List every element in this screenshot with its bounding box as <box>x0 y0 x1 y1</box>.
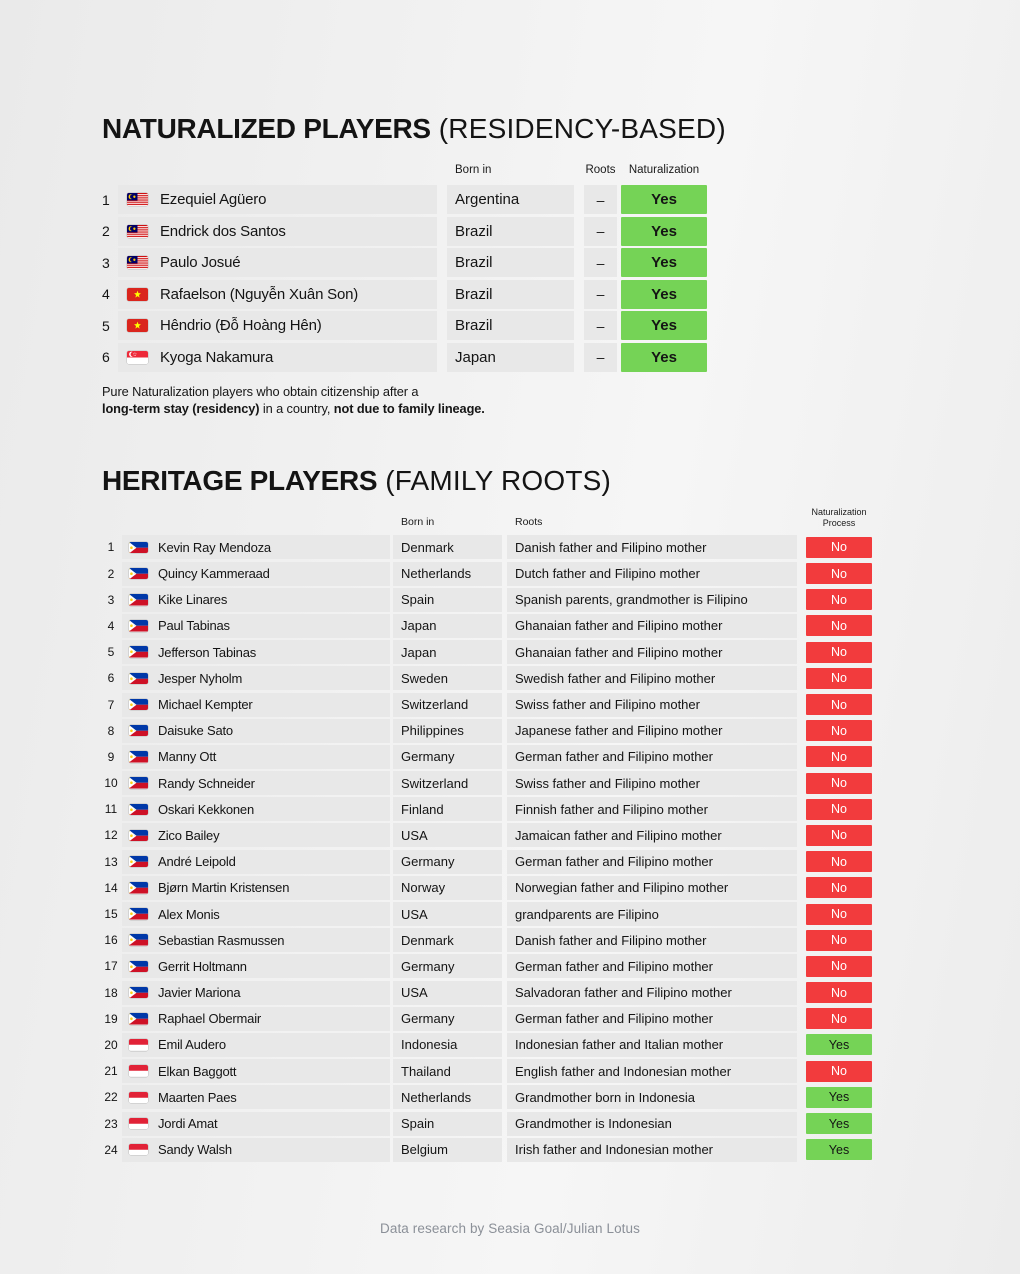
player-name: Hêndrio (Đỗ Hoàng Hên) <box>160 317 322 335</box>
naturalization-status-badge: No <box>806 930 872 951</box>
player-name-cell <box>122 981 390 1005</box>
country-flag-icon-vn <box>127 319 148 332</box>
country-flag-icon-id <box>129 1065 148 1077</box>
column-header-born-in: Born in <box>455 164 492 177</box>
country-flag-icon-my <box>127 193 148 206</box>
naturalized-section <box>102 114 726 418</box>
naturalization-status-badge: No <box>806 668 872 689</box>
player-name-cell <box>122 693 390 717</box>
naturalization-process-line1: Naturalization <box>811 507 867 518</box>
player-name: Jordi Amat <box>158 1116 218 1132</box>
naturalization-status-badge: Yes <box>806 1139 872 1160</box>
heritage-table-row <box>102 640 872 664</box>
player-name-cell <box>122 823 390 847</box>
naturalization-status-badge: No <box>806 694 872 715</box>
country-flag-icon-my <box>127 225 148 238</box>
player-name-cell <box>122 1059 390 1083</box>
country-flag-icon-ph <box>129 1013 148 1025</box>
roots-cell: Jamaican father and Filipino mother <box>507 823 797 847</box>
player-name-cell <box>122 666 390 690</box>
heritage-table-row <box>102 981 872 1005</box>
country-flag-icon-id <box>129 1118 148 1130</box>
row-number: 5 <box>107 645 115 660</box>
heritage-table-row <box>102 614 872 638</box>
heritage-table-row <box>102 902 872 926</box>
note-bold-lineage: not due to family lineage. <box>333 401 485 417</box>
row-number: 11 <box>104 802 118 817</box>
player-name-cell <box>122 1138 390 1162</box>
heritage-title-light: (FAMILY ROOTS) <box>377 465 612 496</box>
heritage-table-row <box>102 876 872 900</box>
heritage-table-row <box>102 1059 872 1083</box>
roots-cell: German father and Filipino mother <box>507 954 797 978</box>
row-number: 15 <box>104 907 118 922</box>
player-name-cell <box>122 588 390 612</box>
roots-cell: Swedish father and Filipino mother <box>507 666 797 690</box>
player-name: Oskari Kekkonen <box>158 801 254 817</box>
naturalization-status-badge: Yes <box>621 217 707 246</box>
naturalization-status-badge: No <box>806 615 872 636</box>
roots-cell: German father and Filipino mother <box>507 745 797 769</box>
born-in-cell: Argentina <box>447 185 574 214</box>
note-line1: Pure Naturalization players who obtain citizenship after a <box>102 383 419 399</box>
roots-cell: Finnish father and Filipino mother <box>507 797 797 821</box>
player-name-cell <box>122 850 390 874</box>
country-flag-icon-id <box>129 1144 148 1156</box>
naturalization-status-badge: No <box>806 851 872 872</box>
naturalization-status-badge: No <box>806 877 872 898</box>
player-name-cell <box>122 902 390 926</box>
row-number: 4 <box>107 618 115 633</box>
naturalization-status-badge: No <box>806 589 872 610</box>
roots-cell: Ghanaian father and Filipino mother <box>507 614 797 638</box>
country-flag-icon-ph <box>129 882 148 894</box>
born-in-cell: Brazil <box>447 280 574 309</box>
player-name-cell <box>122 928 390 952</box>
born-in-cell: Switzerland <box>393 771 502 795</box>
naturalized-column-headers <box>102 164 726 176</box>
country-flag-icon-id <box>129 1039 148 1051</box>
player-name: Gerrit Holtmann <box>158 958 247 974</box>
roots-cell: Dutch father and Filipino mother <box>507 562 797 586</box>
naturalization-status-badge: No <box>806 773 872 794</box>
heritage-table-row <box>102 745 872 769</box>
country-flag-icon-my <box>127 256 148 269</box>
country-flag-icon-ph <box>129 961 148 973</box>
player-name: Elkan Baggott <box>158 1063 237 1079</box>
roots-cell: Danish father and Filipino mother <box>507 535 797 559</box>
player-name-cell <box>122 1033 390 1057</box>
naturalization-status-badge: Yes <box>621 311 707 340</box>
player-name-cell <box>118 280 437 309</box>
player-name: Kyoga Nakamura <box>160 348 274 366</box>
naturalization-status-badge: No <box>806 720 872 741</box>
naturalization-status-badge: No <box>806 746 872 767</box>
player-name: Maarten Paes <box>158 1089 237 1105</box>
heritage-table-row <box>102 1007 872 1031</box>
country-flag-icon-ph <box>129 594 148 606</box>
column-header-naturalization: Naturalization <box>628 164 700 177</box>
row-number: 8 <box>107 723 115 738</box>
roots-cell: – <box>584 280 617 309</box>
player-name-cell <box>122 797 390 821</box>
born-in-cell: Japan <box>393 640 502 664</box>
roots-cell: English father and Indonesian mother <box>507 1059 797 1083</box>
player-name-cell <box>122 562 390 586</box>
row-number: 6 <box>107 671 115 686</box>
born-in-cell: Sweden <box>393 666 502 690</box>
heritage-table-row <box>102 928 872 952</box>
player-name: Raphael Obermair <box>158 1011 262 1027</box>
naturalization-status-badge: No <box>806 1061 872 1082</box>
country-flag-icon-ph <box>129 725 148 737</box>
player-name-cell <box>122 1112 390 1136</box>
born-in-cell: Brazil <box>447 217 574 246</box>
country-flag-icon-ph <box>129 568 148 580</box>
player-name-cell <box>122 954 390 978</box>
player-name-cell <box>118 217 437 246</box>
row-number: 4 <box>102 286 110 303</box>
country-flag-icon-ph <box>129 542 148 554</box>
heritage-table-row <box>102 1112 872 1136</box>
naturalization-note <box>102 383 726 418</box>
roots-cell: Ghanaian father and Filipino mother <box>507 640 797 664</box>
player-name-cell <box>118 185 437 214</box>
roots-cell: – <box>584 185 617 214</box>
country-flag-icon-ph <box>129 646 148 658</box>
heritage-table-row <box>102 823 872 847</box>
born-in-cell: USA <box>393 823 502 847</box>
country-flag-icon-ph <box>129 856 148 868</box>
country-flag-icon-ph <box>129 751 148 763</box>
player-name: Javier Mariona <box>158 985 241 1001</box>
country-flag-icon-id <box>129 1092 148 1104</box>
row-number: 20 <box>104 1037 118 1052</box>
roots-cell: – <box>584 311 617 340</box>
column-header-roots: Roots <box>515 516 543 529</box>
column-header-naturalization-process <box>806 507 872 528</box>
heritage-table-row <box>102 1033 872 1057</box>
naturalization-status-badge: No <box>806 1008 872 1029</box>
player-name: Randy Schneider <box>158 775 255 791</box>
naturalization-status-badge: Yes <box>621 248 707 277</box>
naturalization-status-badge: Yes <box>621 185 707 214</box>
roots-cell: grandparents are Filipino <box>507 902 797 926</box>
roots-cell: German father and Filipino mother <box>507 1007 797 1031</box>
naturalization-status-badge: No <box>806 904 872 925</box>
heritage-column-headers <box>102 507 872 528</box>
player-name: Paul Tabinas <box>158 618 230 634</box>
player-name-cell <box>122 1085 390 1109</box>
player-name: André Leipold <box>158 854 236 870</box>
naturalization-status-badge: Yes <box>806 1034 872 1055</box>
player-name: Rafaelson (Nguyễn Xuân Son) <box>160 285 359 303</box>
player-name-cell <box>122 614 390 638</box>
country-flag-icon-ph <box>129 908 148 920</box>
roots-cell: Grandmother born in Indonesia <box>507 1085 797 1109</box>
heritage-table-row <box>102 693 872 717</box>
player-name-cell <box>122 876 390 900</box>
born-in-cell: USA <box>393 981 502 1005</box>
row-number: 16 <box>104 933 118 948</box>
player-name: Michael Kempter <box>158 697 253 713</box>
row-number: 6 <box>102 349 110 366</box>
player-name-cell <box>122 719 390 743</box>
roots-cell: Salvadoran father and Filipino mother <box>507 981 797 1005</box>
country-flag-icon-ph <box>129 699 148 711</box>
heritage-table-row <box>102 719 872 743</box>
player-name: Kike Linares <box>158 592 228 608</box>
player-name: Jefferson Tabinas <box>158 644 257 660</box>
heritage-table-row <box>102 771 872 795</box>
player-name: Sebastian Rasmussen <box>158 932 285 948</box>
player-name: Kevin Ray Mendoza <box>158 539 271 555</box>
country-flag-icon-ph <box>129 777 148 789</box>
player-name: Alex Monis <box>158 906 220 922</box>
naturalization-status-badge: No <box>806 825 872 846</box>
row-number: 5 <box>102 317 110 334</box>
naturalization-status-badge: No <box>806 956 872 977</box>
heritage-table-row <box>102 797 872 821</box>
born-in-cell: Japan <box>393 614 502 638</box>
naturalization-status-badge: No <box>806 563 872 584</box>
born-in-cell: Indonesia <box>393 1033 502 1057</box>
row-number: 13 <box>104 854 118 869</box>
naturalized-table-row <box>102 185 726 214</box>
naturalized-table-row <box>102 343 726 372</box>
player-name: Ezequiel Agüero <box>160 191 267 209</box>
born-in-cell: Belgium <box>393 1138 502 1162</box>
naturalization-status-badge: Yes <box>621 343 707 372</box>
player-name: Emil Audero <box>158 1037 226 1053</box>
column-header-roots: Roots <box>585 164 616 177</box>
player-name: Quincy Kammeraad <box>158 566 270 582</box>
heritage-table-row <box>102 562 872 586</box>
note-bold-residency: long-term stay (residency) <box>102 401 260 417</box>
naturalized-title-bold: NATURALIZED PLAYERS <box>102 113 431 144</box>
naturalized-table-row <box>102 280 726 309</box>
born-in-cell: Germany <box>393 850 502 874</box>
born-in-cell: Spain <box>393 1112 502 1136</box>
row-number: 18 <box>104 985 118 1000</box>
row-number: 19 <box>104 1011 118 1026</box>
row-number: 24 <box>104 1142 118 1157</box>
note-middle: in a country, <box>259 401 334 417</box>
row-number: 7 <box>107 697 115 712</box>
row-number: 1 <box>107 540 115 555</box>
naturalization-status-badge: No <box>806 982 872 1003</box>
naturalized-table-row <box>102 248 726 277</box>
country-flag-icon-ph <box>129 673 148 685</box>
naturalized-table-row <box>102 311 726 340</box>
naturalized-table <box>102 185 726 372</box>
born-in-cell: Denmark <box>393 535 502 559</box>
born-in-cell: USA <box>393 902 502 926</box>
row-number: 1 <box>102 191 110 208</box>
heritage-table-row <box>102 1085 872 1109</box>
roots-cell: Japanese father and Filipino mother <box>507 719 797 743</box>
roots-cell: Danish father and Filipino mother <box>507 928 797 952</box>
row-number: 2 <box>102 223 110 240</box>
born-in-cell: Denmark <box>393 928 502 952</box>
naturalized-title <box>102 114 726 143</box>
row-number: 3 <box>107 592 115 607</box>
player-name-cell <box>122 640 390 664</box>
country-flag-icon-vn <box>127 288 148 301</box>
player-name-cell <box>122 745 390 769</box>
player-name-cell <box>122 535 390 559</box>
row-number: 23 <box>104 1116 118 1131</box>
row-number: 3 <box>102 254 110 271</box>
player-name: Bjørn Martin Kristensen <box>158 880 290 896</box>
row-number: 10 <box>104 776 118 791</box>
roots-cell: German father and Filipino mother <box>507 850 797 874</box>
player-name-cell <box>118 248 437 277</box>
row-number: 17 <box>104 959 118 974</box>
player-name: Zico Bailey <box>158 827 220 843</box>
country-flag-icon-ph <box>129 804 148 816</box>
heritage-table <box>102 535 872 1161</box>
naturalized-title-light: (RESIDENCY-BASED) <box>430 113 726 144</box>
born-in-cell: Spain <box>393 588 502 612</box>
heritage-table-row <box>102 850 872 874</box>
naturalization-process-line2: Process <box>822 517 856 528</box>
player-name: Endrick dos Santos <box>160 222 286 240</box>
player-name-cell <box>122 1007 390 1031</box>
row-number: 22 <box>104 1090 118 1105</box>
born-in-cell: Philippines <box>393 719 502 743</box>
roots-cell: Swiss father and Filipino mother <box>507 693 797 717</box>
roots-cell: Spanish parents, grandmother is Filipino <box>507 588 797 612</box>
heritage-table-row <box>102 954 872 978</box>
row-number: 2 <box>107 566 115 581</box>
player-name-cell <box>118 343 437 372</box>
born-in-cell: Netherlands <box>393 1085 502 1109</box>
heritage-table-row <box>102 666 872 690</box>
born-in-cell: Germany <box>393 1007 502 1031</box>
naturalized-table-row <box>102 217 726 246</box>
country-flag-icon-ph <box>129 987 148 999</box>
heritage-title-bold: HERITAGE PLAYERS <box>102 465 378 496</box>
roots-cell: Irish father and Indonesian mother <box>507 1138 797 1162</box>
player-name: Paulo Josué <box>160 254 241 272</box>
naturalization-status-badge: Yes <box>621 280 707 309</box>
heritage-table-row <box>102 535 872 559</box>
roots-cell: – <box>584 248 617 277</box>
roots-cell: Norwegian father and Filipino mother <box>507 876 797 900</box>
born-in-cell: Thailand <box>393 1059 502 1083</box>
heritage-section <box>102 466 872 1164</box>
player-name: Sandy Walsh <box>158 1142 232 1158</box>
born-in-cell: Brazil <box>447 248 574 277</box>
naturalization-status-badge: No <box>806 537 872 558</box>
roots-cell: – <box>584 343 617 372</box>
naturalization-status-badge: No <box>806 642 872 663</box>
born-in-cell: Finland <box>393 797 502 821</box>
roots-cell: Grandmother is Indonesian <box>507 1112 797 1136</box>
country-flag-icon-ph <box>129 934 148 946</box>
naturalization-status-badge: Yes <box>806 1087 872 1108</box>
player-name: Daisuke Sato <box>158 723 233 739</box>
row-number: 14 <box>104 880 118 895</box>
player-name-cell <box>122 771 390 795</box>
born-in-cell: Japan <box>447 343 574 372</box>
naturalization-status-badge: Yes <box>806 1113 872 1134</box>
row-number: 21 <box>104 1064 118 1079</box>
player-name: Jesper Nyholm <box>158 670 243 686</box>
country-flag-icon-ph <box>129 620 148 632</box>
born-in-cell: Norway <box>393 876 502 900</box>
born-in-cell: Brazil <box>447 311 574 340</box>
player-name: Manny Ott <box>158 749 217 765</box>
heritage-title <box>102 466 872 495</box>
country-flag-icon-ph <box>129 830 148 842</box>
born-in-cell: Switzerland <box>393 693 502 717</box>
footer-credit: Data research by Seasia Goal/Julian Lotus <box>380 1221 640 1236</box>
player-name-cell <box>118 311 437 340</box>
roots-cell: – <box>584 217 617 246</box>
born-in-cell: Germany <box>393 745 502 769</box>
born-in-cell: Netherlands <box>393 562 502 586</box>
born-in-cell: Germany <box>393 954 502 978</box>
heritage-table-row <box>102 588 872 612</box>
column-header-born-in: Born in <box>401 516 435 529</box>
row-number: 12 <box>104 828 118 843</box>
roots-cell: Swiss father and Filipino mother <box>507 771 797 795</box>
naturalization-status-badge: No <box>806 799 872 820</box>
row-number: 9 <box>107 749 115 764</box>
country-flag-icon-sg <box>127 351 148 364</box>
roots-cell: Indonesian father and Italian mother <box>507 1033 797 1057</box>
heritage-table-row <box>102 1138 872 1162</box>
